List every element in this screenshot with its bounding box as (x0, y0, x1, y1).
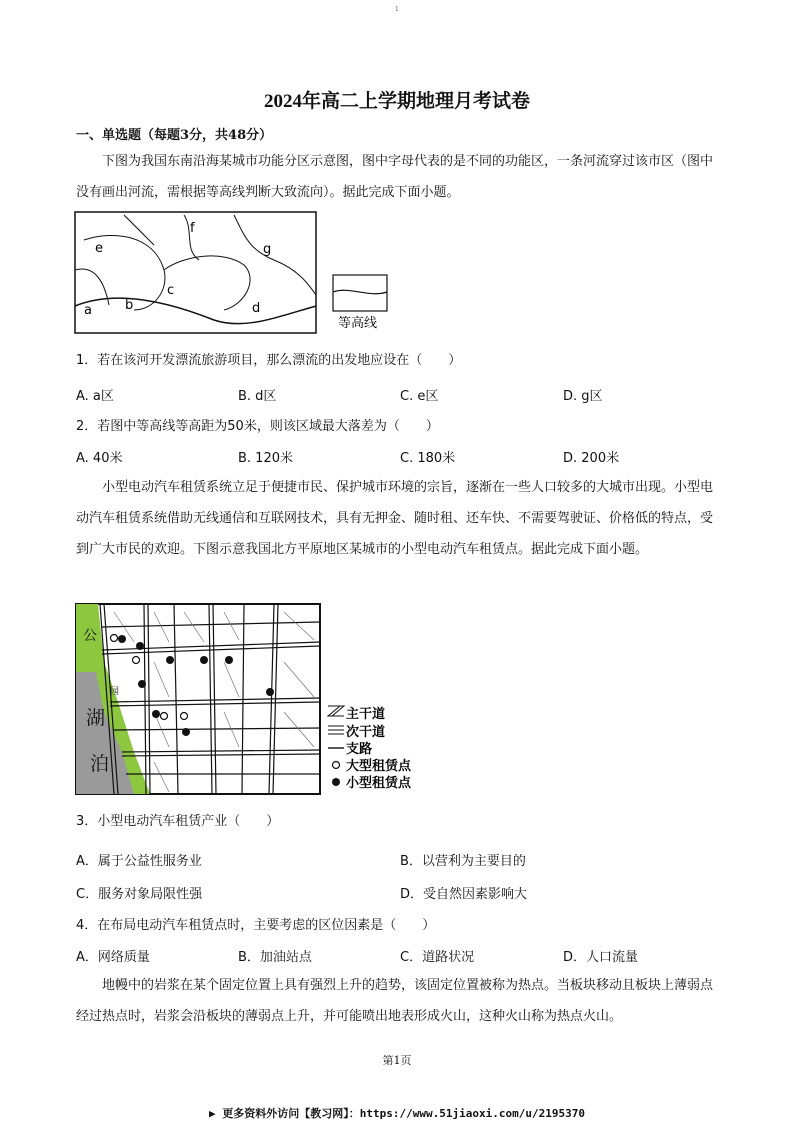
zone-label-d: d (252, 301, 261, 316)
lake-label-1: 湖 (86, 707, 106, 729)
legend-small-point-symbol (332, 778, 340, 786)
park-label-1: 公 (83, 628, 97, 644)
small-rental-point (138, 680, 146, 688)
park-label-2: 园 (110, 687, 120, 697)
small-rental-point (266, 688, 274, 696)
small-rental-point (152, 710, 160, 718)
q2-option-d: D. 200米 (563, 451, 620, 466)
large-rental-point (181, 713, 188, 720)
zone-label-a: a (84, 303, 92, 318)
q3-option-c: C．服务对象局限性强 (76, 887, 203, 902)
map-frame (75, 212, 316, 333)
intro-paragraph-3: 地幔中的岩浆在某个固定位置上具有强烈上升的趋势，该固定位置被称为热点。当板块移动且板块上薄弱点经过热点时，岩浆会沿板块的薄弱点上升，并可能喷出地表形成火山，这种火山称为热点火山。 (76, 978, 714, 1024)
q2-option-a: A. 40米 (76, 451, 123, 466)
small-rental-point (136, 642, 144, 650)
q1-option-d: D. g区 (563, 389, 603, 404)
intro-paragraph-1: 下图为我国东南沿海某城市功能分区示意图，图中字母代表的是不同的功能区，一条河流穿过该市区（图中没有画出河流，需根据等高线判断大致流向）。据此完成下面小题。 (76, 154, 714, 200)
large-rental-point (133, 657, 140, 664)
question-1-stem: 1．若在该河开发漂流旅游项目，那么漂流的出发地应设在（ ） (76, 353, 462, 368)
q4-option-c: C．道路状况 (400, 950, 475, 965)
page-number: 第1页 (382, 1054, 412, 1067)
small-rental-point (166, 656, 174, 664)
question-4-stem: 4．在布局电动汽车租赁点时，主要考虑的区位因素是（ ） (76, 918, 436, 933)
question-3-stem: 3．小型电动汽车租赁产业（ ） (76, 814, 280, 829)
q2-option-b: B. 120米 (238, 451, 293, 466)
q1-option-b: B. d区 (238, 389, 277, 404)
legend-secondary-road-symbol (328, 726, 344, 734)
large-rental-point (111, 635, 118, 642)
zone-label-c: c (167, 283, 175, 298)
q4-option-a: A．网络质量 (76, 950, 150, 965)
zone-label-g: g (263, 242, 272, 257)
large-rental-point (161, 713, 168, 720)
zone-label-b: b (125, 298, 134, 313)
legend-main-road: 主干道 (346, 707, 386, 722)
section-heading: 一、单选题（每题3分，共48分） (76, 128, 273, 143)
q4-option-b: B．加油站点 (238, 950, 312, 965)
q3-option-b: B．以营利为主要目的 (400, 854, 526, 869)
legend-main-road-symbol (328, 706, 344, 716)
legend-small-point: 小型租赁点 (346, 776, 412, 791)
q3-option-d: D．受自然因素影响大 (400, 887, 528, 902)
q4-option-d: D．人口流量 (563, 950, 639, 965)
q3-option-a: A．属于公益性服务业 (76, 854, 202, 869)
legend-large-point: 大型租赁点 (346, 759, 412, 774)
legend-branch-road: 支路 (346, 742, 373, 757)
zone-label-f: f (190, 221, 195, 236)
small-rental-point (225, 656, 233, 664)
map2-legend (328, 706, 412, 791)
legend-large-point-symbol (333, 762, 340, 769)
small-rental-point (182, 728, 190, 736)
small-rental-point (200, 656, 208, 664)
city-zone-map (74, 210, 394, 338)
legend-label: 等高线 (338, 316, 378, 331)
page-title: 2024年高二上学期地理月考试卷 (263, 91, 530, 112)
q1-option-a: A. a区 (76, 389, 114, 404)
resource-banner-link[interactable]: ▶ 更多资料外访问【教习网】：https://www.51jiaoxi.com/u/2195370 (209, 1107, 585, 1120)
page-mark: 1 (395, 6, 399, 13)
legend-secondary-road: 次干道 (346, 725, 386, 740)
lake-label-2: 泊 (90, 753, 110, 775)
zone-label-e: e (95, 241, 103, 256)
small-rental-point (118, 635, 126, 643)
rental-point-map (74, 602, 434, 798)
q2-option-c: C. 180米 (400, 451, 456, 466)
q1-option-c: C. e区 (400, 389, 439, 404)
intro-paragraph-2: 小型电动汽车租赁系统立足于便捷市民、保护城市环境的宗旨，逐渐在一些人口较多的大城市出现。小型电动汽车租赁系统借助无线通信和互联网技术，具有无押金、随时租、还车快、不需要驾驶证、价格低的特点，受到广大市民的欢迎。下图示意我国北方平原地区某城市的小型电动汽车租赁点。据此完成下面小题。 (76, 480, 714, 557)
question-2-stem: 2．若图中等高线等高距为50米，则该区域最大落差为（ ） (76, 419, 439, 434)
